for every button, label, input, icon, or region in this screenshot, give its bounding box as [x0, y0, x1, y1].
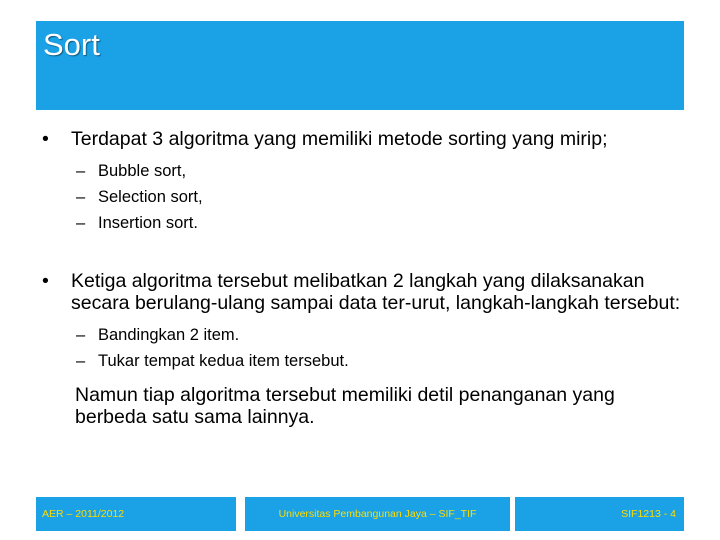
dash-icon: –	[76, 214, 86, 232]
closing-paragraph: Namun tiap algoritma tersebut memiliki detil penanganan yang berbeda satu sama lainnya.	[75, 384, 615, 428]
bullet-item	[36, 128, 671, 150]
dash-icon: –	[76, 326, 86, 344]
sub-bullet-item	[36, 184, 686, 210]
sub-bullet-text: Bubble sort,	[98, 162, 187, 180]
sub-bullet-text: Insertion sort.	[98, 214, 198, 232]
sub-bullet-item	[36, 322, 686, 348]
bullet-text: Ketiga algoritma tersebut melibatkan 2 langkah yang dilaksanakan secara berulang-ulang sampai data ter-urut, langkah-langkah tersebut:	[71, 270, 681, 314]
sub-bullet-item	[36, 158, 686, 184]
title-bar	[36, 21, 684, 110]
bullet-dot-icon: •	[42, 128, 49, 150]
sub-bullet-text: Tukar tempat kedua item tersebut.	[98, 352, 349, 370]
slide-title: Sort	[43, 27, 100, 62]
sub-bullet-item	[36, 348, 686, 374]
sub-list	[36, 158, 686, 236]
sub-bullet-text: Selection sort,	[98, 188, 203, 206]
bullet-item	[36, 270, 681, 314]
slide-body	[36, 128, 686, 428]
bullet-dot-icon: •	[42, 270, 49, 292]
dash-icon: –	[76, 188, 86, 206]
sub-list	[36, 322, 686, 374]
footer-institution: Universitas Pembangunan Jaya – SIF_TIF	[245, 497, 510, 531]
dash-icon: –	[76, 162, 86, 180]
sub-bullet-item	[36, 210, 686, 236]
footer-author: AER – 2011/2012	[36, 497, 236, 531]
dash-icon: –	[76, 352, 86, 370]
bullet-text: Terdapat 3 algoritma yang memiliki metode sorting yang mirip;	[71, 128, 608, 150]
footer-slide-number: SIF1213 - 4	[515, 497, 684, 531]
sub-bullet-text: Bandingkan 2 item.	[98, 326, 240, 344]
